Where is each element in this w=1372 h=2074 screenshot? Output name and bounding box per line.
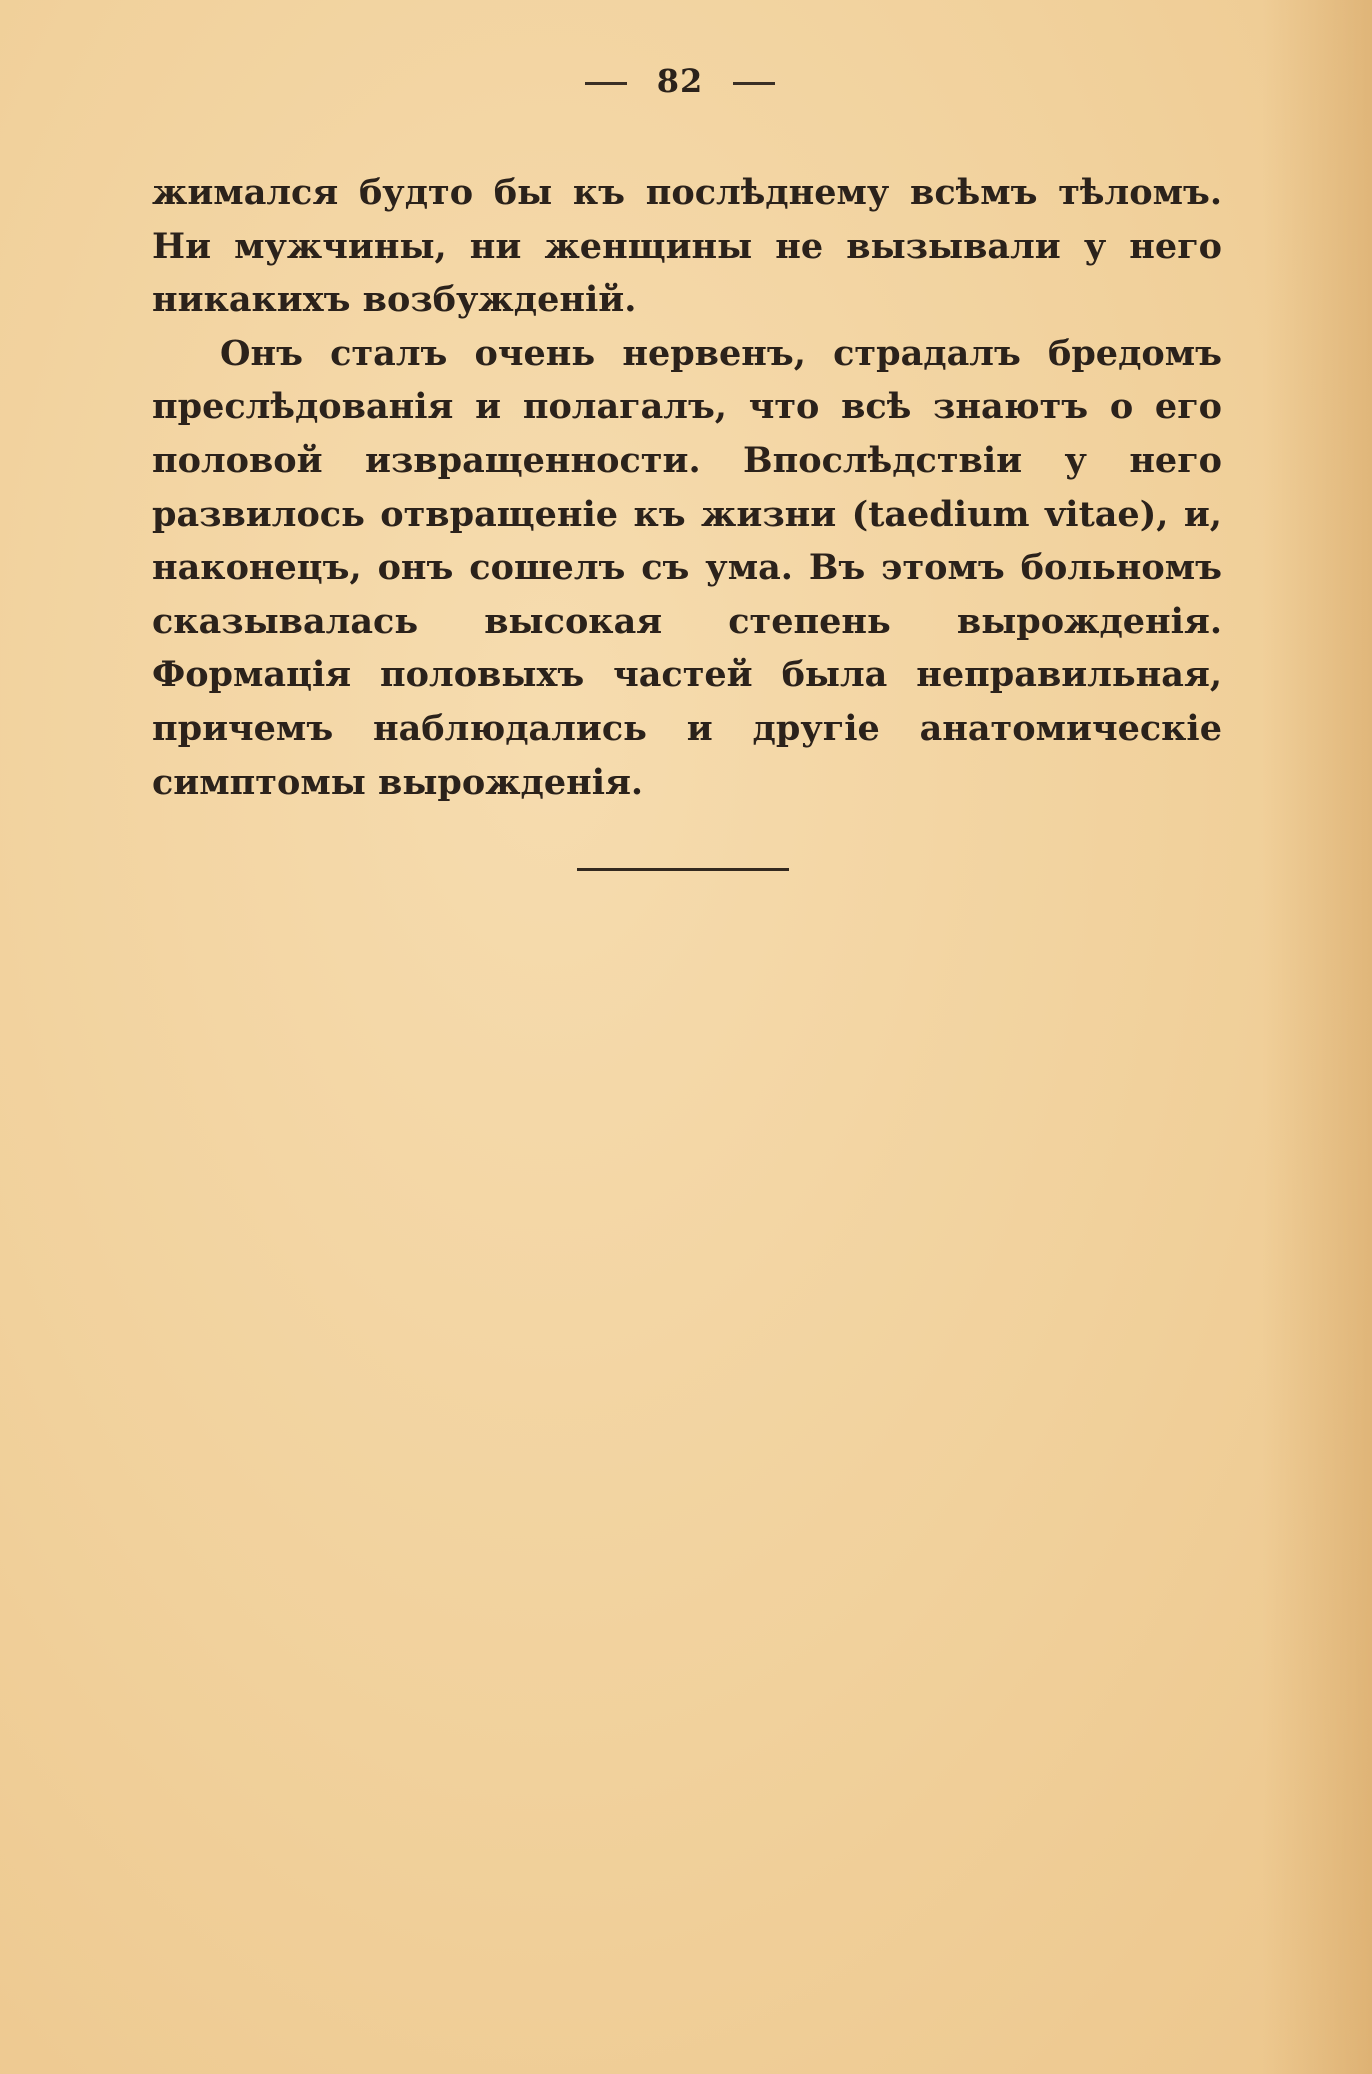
page-number-value: 82 bbox=[656, 62, 704, 100]
body-text bbox=[152, 166, 1222, 809]
page-number-dash-left bbox=[585, 82, 627, 85]
page-number-dash-right bbox=[733, 82, 775, 85]
paragraph-continued: жимался будто бы къ послѣднему всѣмъ тѣломъ. Ни мужчины, ни женщины не вызывали у него никакихъ возбужденій. bbox=[152, 172, 1222, 321]
paragraph: Онъ сталъ очень нервенъ, страдалъ бредомъ преслѣдованія и полагалъ, что всѣ знаютъ о его половой извращенности. Впослѣдствіи у него развилось отвращеніе къ жизни (taedium vitae), и, наконецъ, онъ сошелъ съ ума. Въ этомъ больномъ сказывалась высокая степень вырожденія. Формація половыхъ частей была неправильная, причемъ наблюдались и другіе анатомическіе симптомы вырожденія. bbox=[152, 332, 1222, 803]
page-number bbox=[0, 62, 1360, 100]
section-end-rule bbox=[577, 868, 789, 871]
